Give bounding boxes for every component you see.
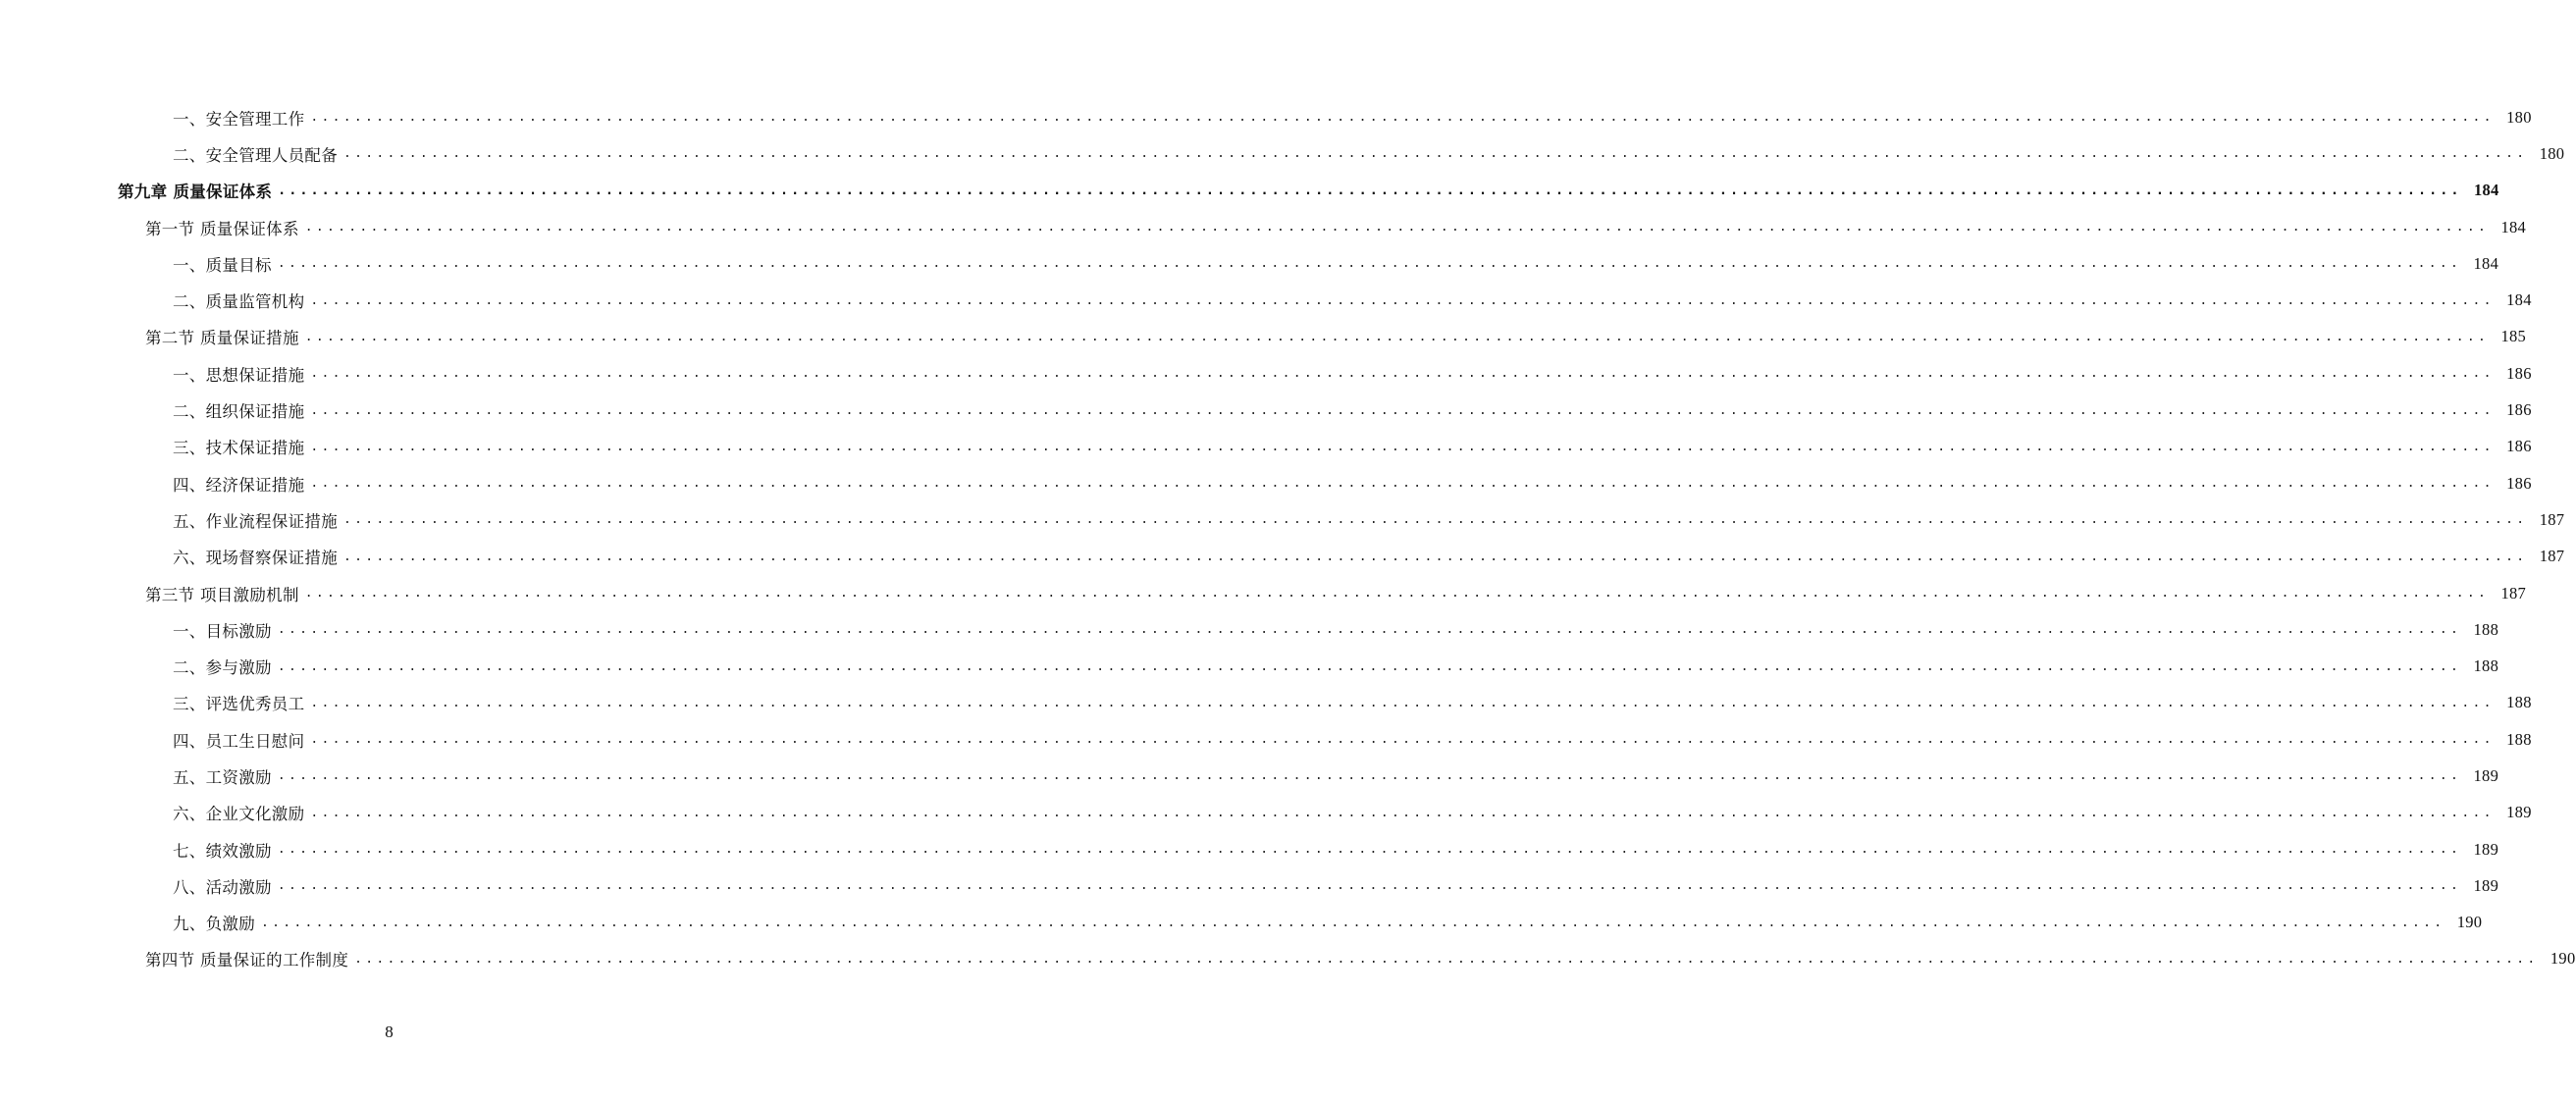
toc-entry-title: 六、企业文化激励 (173, 805, 305, 824)
toc-entry-page: 187 (2500, 583, 2527, 603)
table-of-contents (0, 99, 2576, 977)
toc-entry-title: 三、评选优秀员工 (173, 695, 305, 714)
toc-entry-chapter[interactable] (0, 173, 2499, 209)
toc-entry-item[interactable] (0, 465, 2532, 501)
toc-entry-item[interactable] (0, 685, 2532, 721)
toc-entry-section[interactable] (0, 319, 2527, 355)
toc-entry-page: 187 (2539, 547, 2565, 566)
toc-entry-page: 188 (2506, 693, 2532, 712)
toc-entry-page: 180 (2539, 143, 2565, 163)
toc-entry-item[interactable] (0, 99, 2532, 135)
toc-entry-title: 第三节 项目激励机制 (145, 585, 299, 604)
dot-leader: ........................................................................................................................................................................................................ (278, 183, 2462, 198)
dot-leader: ........................................................................................................................................................................................................ (310, 110, 2495, 126)
toc-entry-title: 第二节 质量保证措施 (145, 329, 299, 348)
dot-leader: ........................................................................................................................................................................................................ (277, 658, 2462, 674)
dot-leader: ........................................................................................................................................................................................................ (310, 732, 2495, 748)
toc-entry-title: 一、思想保证措施 (173, 365, 305, 385)
toc-entry-title: 第四节 质量保证的工作制度 (145, 951, 349, 970)
toc-entry-item[interactable] (0, 648, 2499, 684)
toc-entry-title: 一、质量目标 (173, 255, 272, 275)
toc-entry-title: 二、组织保证措施 (173, 402, 305, 422)
toc-entry-item[interactable] (0, 721, 2532, 758)
toc-entry-title: 一、目标激励 (173, 621, 272, 641)
toc-entry-item[interactable] (0, 245, 2499, 282)
toc-entry-page: 184 (2473, 253, 2499, 273)
dot-leader: ........................................................................................................................................................................................................ (277, 842, 2462, 858)
toc-entry-title: 四、员工生日慰问 (173, 731, 305, 751)
toc-entry-title: 五、工资激励 (173, 767, 272, 787)
dot-leader: ........................................................................................................................................................................................................ (304, 329, 2490, 344)
toc-entry-item[interactable] (0, 355, 2532, 392)
dot-leader: ........................................................................................................................................................................................................ (277, 878, 2462, 894)
toc-entry-page: 190 (2456, 913, 2483, 932)
toc-entry-title: 五、作业流程保证措施 (173, 511, 338, 531)
dot-leader: ........................................................................................................................................................................................................ (304, 586, 2490, 601)
page-number: 8 (385, 1022, 394, 1041)
toc-entry-page: 189 (2506, 803, 2532, 822)
toc-entry-item[interactable] (0, 758, 2499, 794)
dot-leader: ........................................................................................................................................................................................................ (277, 768, 2462, 784)
toc-entry-item[interactable] (0, 135, 2565, 172)
toc-entry-page: 184 (2473, 181, 2499, 200)
toc-entry-page: 188 (2506, 729, 2532, 749)
dot-leader: ........................................................................................................................................................................................................ (343, 512, 2528, 528)
dot-leader: ........................................................................................................................................................................................................ (310, 439, 2495, 454)
dot-leader: ........................................................................................................................................................................................................ (354, 951, 2539, 967)
toc-entry-item[interactable] (0, 867, 2499, 904)
toc-entry-title: 九、负激励 (173, 915, 255, 934)
toc-entry-page: 189 (2473, 839, 2499, 859)
toc-entry-page: 186 (2506, 437, 2532, 456)
toc-entry-section[interactable] (0, 209, 2527, 245)
toc-entry-page: 189 (2473, 765, 2499, 785)
toc-entry-page: 186 (2506, 473, 2532, 493)
toc-entry-title: 第一节 质量保证体系 (145, 219, 299, 238)
dot-leader: ........................................................................................................................................................................................................ (304, 220, 2490, 236)
dot-leader: ........................................................................................................................................................................................................ (277, 256, 2462, 272)
toc-entry-title: 二、质量监管机构 (173, 292, 305, 312)
toc-entry-item[interactable] (0, 539, 2565, 575)
toc-entry-page: 188 (2473, 619, 2499, 639)
toc-entry-section[interactable] (0, 941, 2576, 977)
toc-entry-title: 第九章 质量保证体系 (118, 183, 273, 202)
dot-leader: ........................................................................................................................................................................................................ (261, 915, 2445, 930)
dot-leader: ........................................................................................................................................................................................................ (310, 695, 2495, 710)
toc-entry-item[interactable] (0, 429, 2532, 465)
toc-entry-title: 二、安全管理人员配备 (173, 145, 338, 165)
toc-entry-page: 185 (2500, 327, 2527, 346)
toc-entry-item[interactable] (0, 611, 2499, 648)
dot-leader: ........................................................................................................................................................................................................ (310, 476, 2495, 492)
dot-leader: ........................................................................................................................................................................................................ (277, 622, 2462, 638)
toc-entry-title: 四、经济保证措施 (173, 475, 305, 495)
toc-entry-page: 188 (2473, 656, 2499, 676)
toc-entry-section[interactable] (0, 575, 2527, 611)
dot-leader: ........................................................................................................................................................................................................ (310, 366, 2495, 382)
dot-leader: ........................................................................................................................................................................................................ (310, 402, 2495, 418)
toc-entry-page: 184 (2506, 290, 2532, 310)
toc-entry-title: 六、现场督察保证措施 (173, 549, 338, 568)
toc-entry-page: 186 (2506, 363, 2532, 383)
toc-entry-item[interactable] (0, 795, 2532, 831)
toc-entry-title: 三、技术保证措施 (173, 439, 305, 458)
toc-entry-item[interactable] (0, 831, 2499, 867)
dot-leader: ........................................................................................................................................................................................................ (310, 805, 2495, 820)
toc-entry-page: 187 (2539, 509, 2565, 529)
toc-entry-page: 189 (2473, 875, 2499, 895)
toc-entry-title: 二、参与激励 (173, 658, 272, 678)
toc-entry-page: 186 (2506, 400, 2532, 420)
toc-entry-item[interactable] (0, 392, 2532, 428)
dot-leader: ........................................................................................................................................................................................................ (343, 549, 2528, 564)
toc-entry-page: 190 (2550, 949, 2576, 969)
toc-entry-page: 180 (2506, 107, 2532, 127)
toc-entry-page: 184 (2500, 217, 2527, 236)
dot-leader: ........................................................................................................................................................................................................ (310, 292, 2495, 308)
toc-entry-item[interactable] (0, 282, 2532, 318)
toc-entry-title: 八、活动激励 (173, 877, 272, 897)
dot-leader: ........................................................................................................................................................................................................ (343, 146, 2528, 162)
toc-entry-item[interactable] (0, 905, 2483, 941)
toc-entry-item[interactable] (0, 501, 2565, 538)
toc-entry-title: 七、绩效激励 (173, 841, 272, 861)
toc-entry-title: 一、安全管理工作 (173, 109, 305, 129)
